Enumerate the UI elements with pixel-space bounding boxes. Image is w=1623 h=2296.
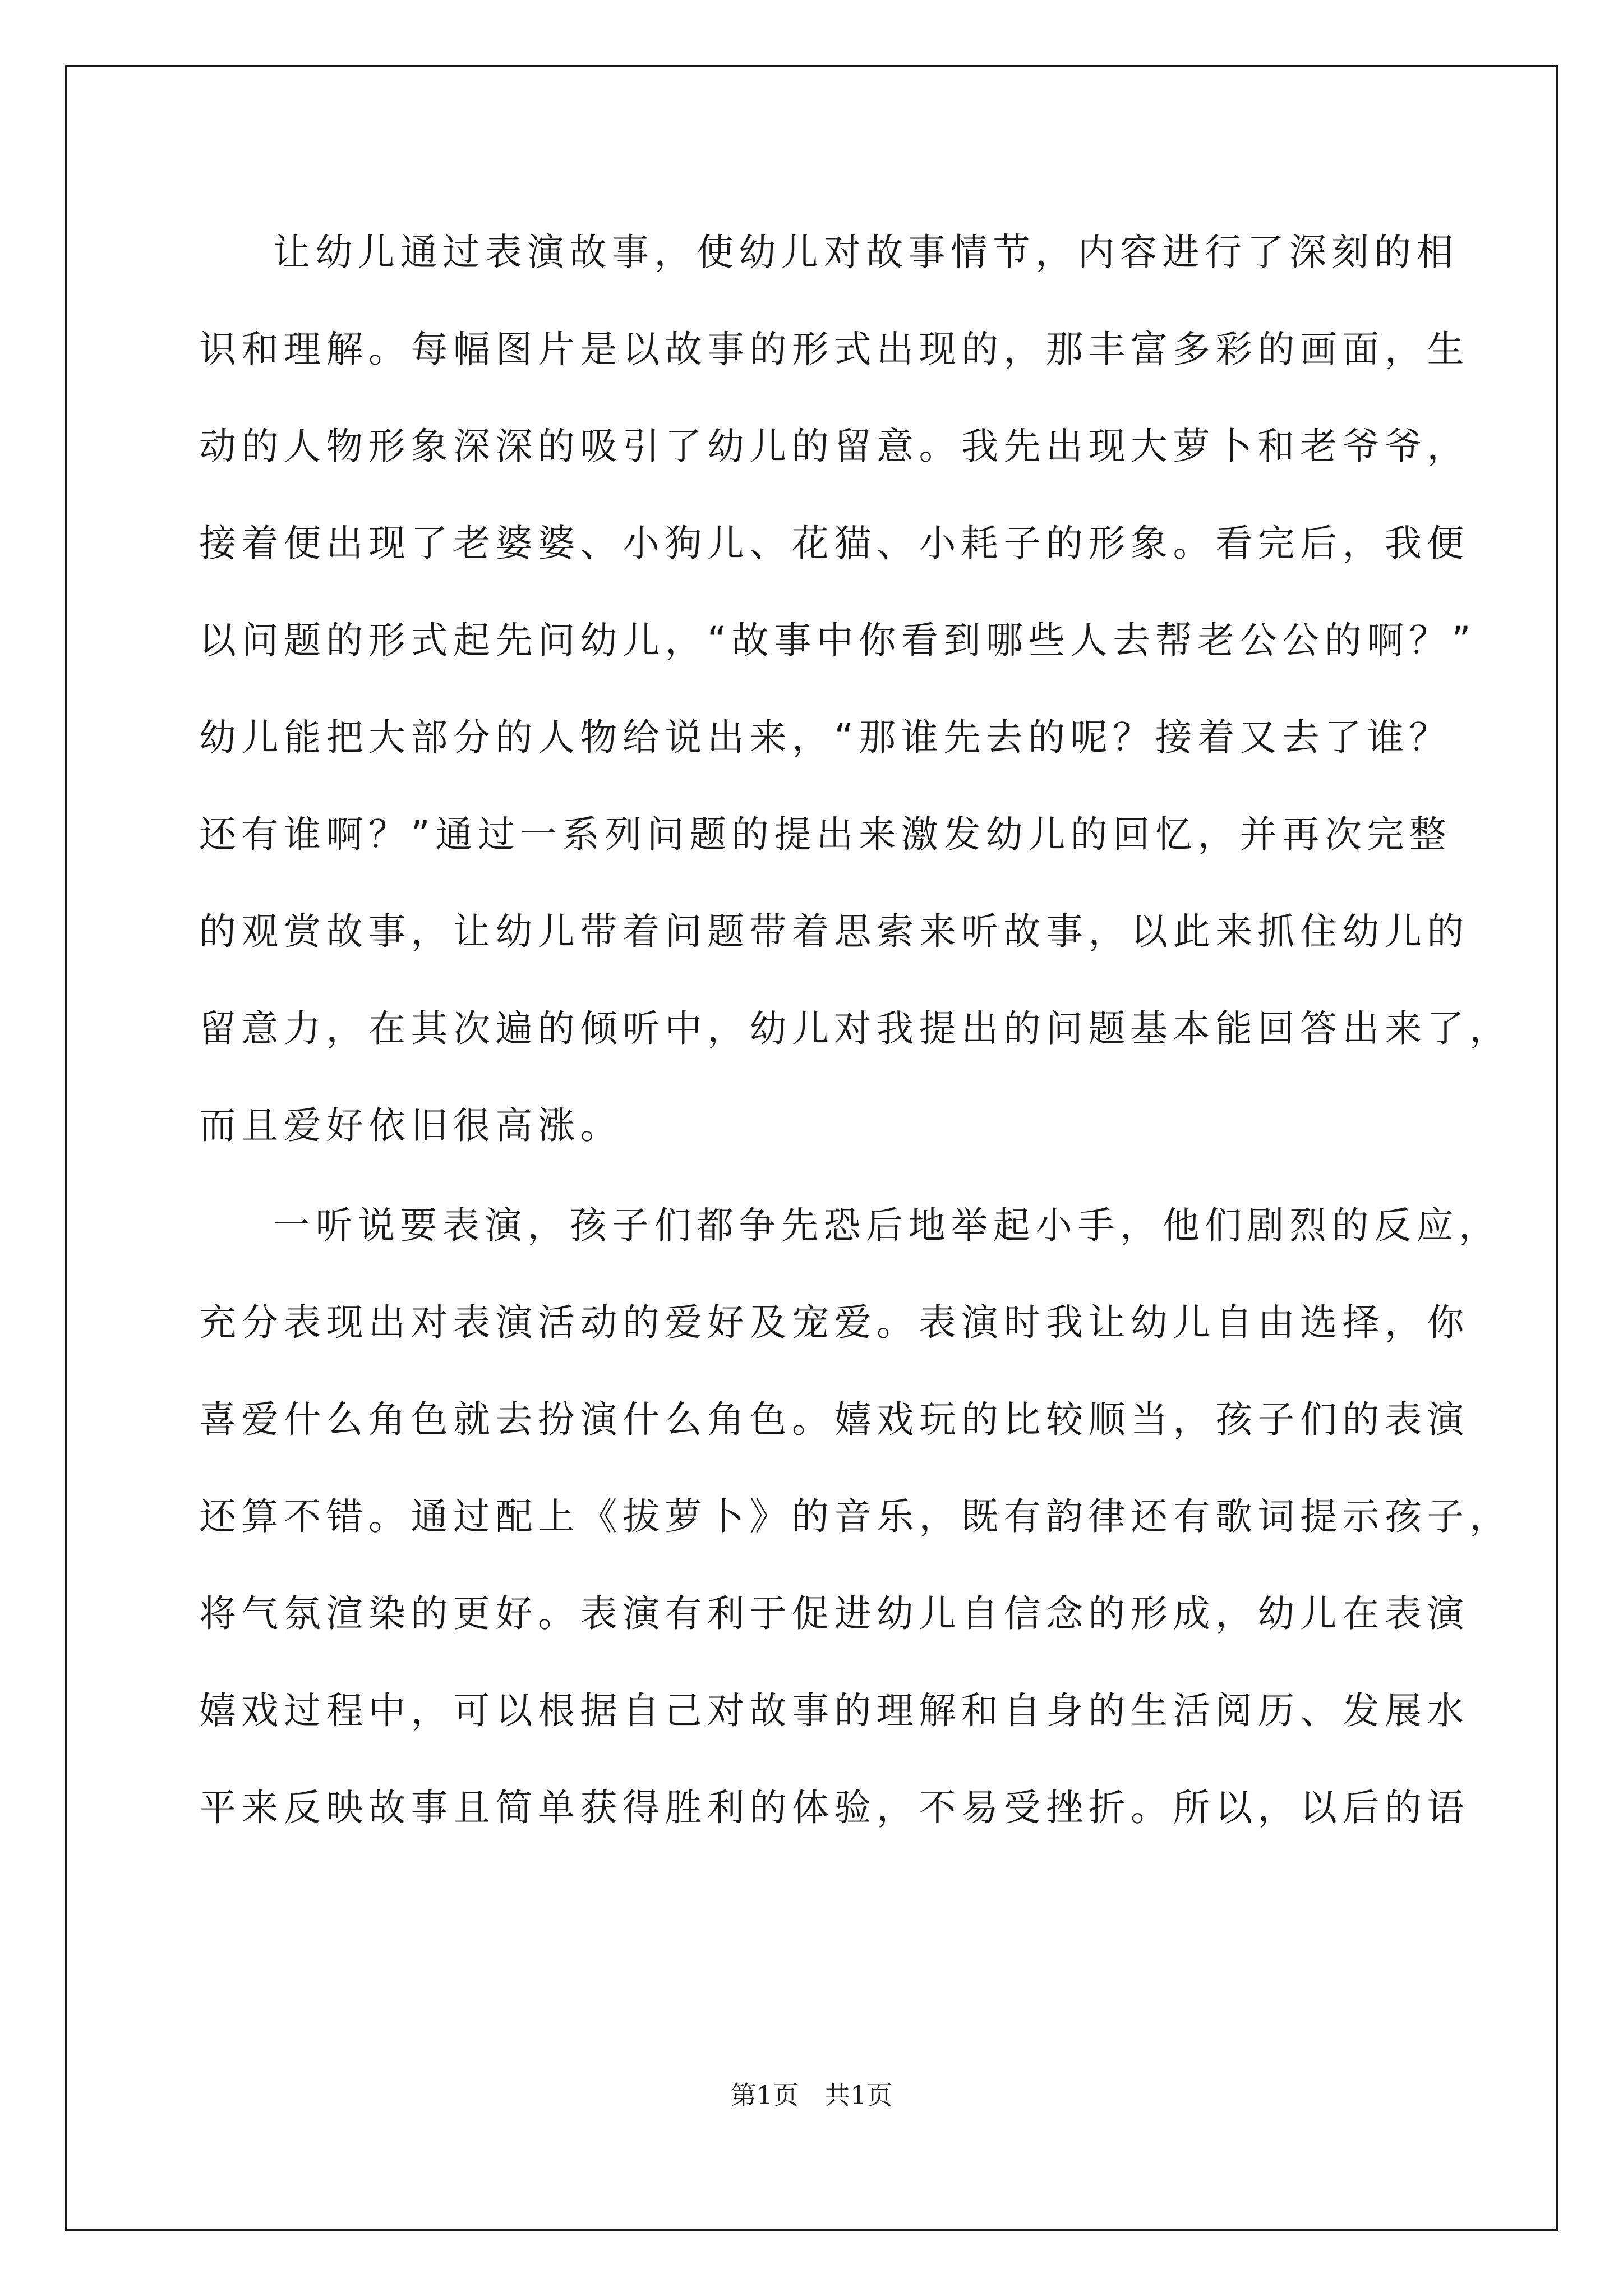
- paragraph-2-line-5: 将气氛渲染的更好。表演有利于促进幼儿自信念的形成，幼儿在表演: [199, 1592, 1469, 1635]
- paragraph-2-line-2: 充分表现出对表演活动的爱好及宠爱。表演时我让幼儿自由选择，你: [199, 1301, 1469, 1344]
- paragraph-2-line-6: 嬉戏过程中，可以根据自己对故事的理解和自身的生活阅历、发展水: [199, 1689, 1469, 1732]
- paragraph-1-line-6: 幼儿能把大部分的人物给说出来，“那谁先去的呢？接着又去了谁？: [199, 716, 1452, 759]
- paragraph-1-line-9: 留意力，在其次遍的倾听中，幼儿对我提出的问题基本能回答出来了，: [199, 1007, 1512, 1050]
- paragraph-1-line-8: 的观赏故事，让幼儿带着问题带着思索来听故事，以此来抓住幼儿的: [199, 910, 1469, 953]
- paragraph-1-line-4: 接着便出现了老婆婆、小狗儿、花猫、小耗子的形象。看完后，我便: [199, 522, 1469, 565]
- paragraph-1-line-5: 以问题的形式起先问幼儿，“故事中你看到哪些人去帮老公公的啊？”: [199, 619, 1476, 662]
- paragraph-1-line-10: 而且爱好依旧很高涨。: [199, 1104, 623, 1147]
- paragraph-2-line-1: 一听说要表演，孩子们都争先恐后地举起小手，他们剧烈的反应，: [273, 1204, 1501, 1247]
- paragraph-2-line-3: 喜爱什么角色就去扮演什么角色。嬉戏玩的比较顺当，孩子们的表演: [199, 1398, 1469, 1441]
- page-number-footer: 第1页 共1页: [730, 2080, 893, 2110]
- paragraph-2-line-7: 平来反映故事且简单获得胜利的体验，不易受挫折。所以，以后的语: [199, 1786, 1469, 1829]
- paragraph-1-line-1: 让幼儿通过表演故事，使幼儿对故事情节，内容进行了深刻的相: [273, 231, 1459, 274]
- paragraph-1-line-3: 动的人物形象深深的吸引了幼儿的留意。我先出现大萝卜和老爷爷，: [199, 425, 1469, 468]
- paragraph-1-line-2: 识和理解。每幅图片是以故事的形式出现的，那丰富多彩的画面，生: [199, 328, 1469, 371]
- paragraph-2-line-4: 还算不错。通过配上《拔萝卜》的音乐，既有韵律还有歌词提示孩子，: [199, 1495, 1512, 1538]
- paragraph-1-line-7: 还有谁啊？”通过一系列问题的提出来激发幼儿的回忆，并再次完整: [199, 813, 1452, 856]
